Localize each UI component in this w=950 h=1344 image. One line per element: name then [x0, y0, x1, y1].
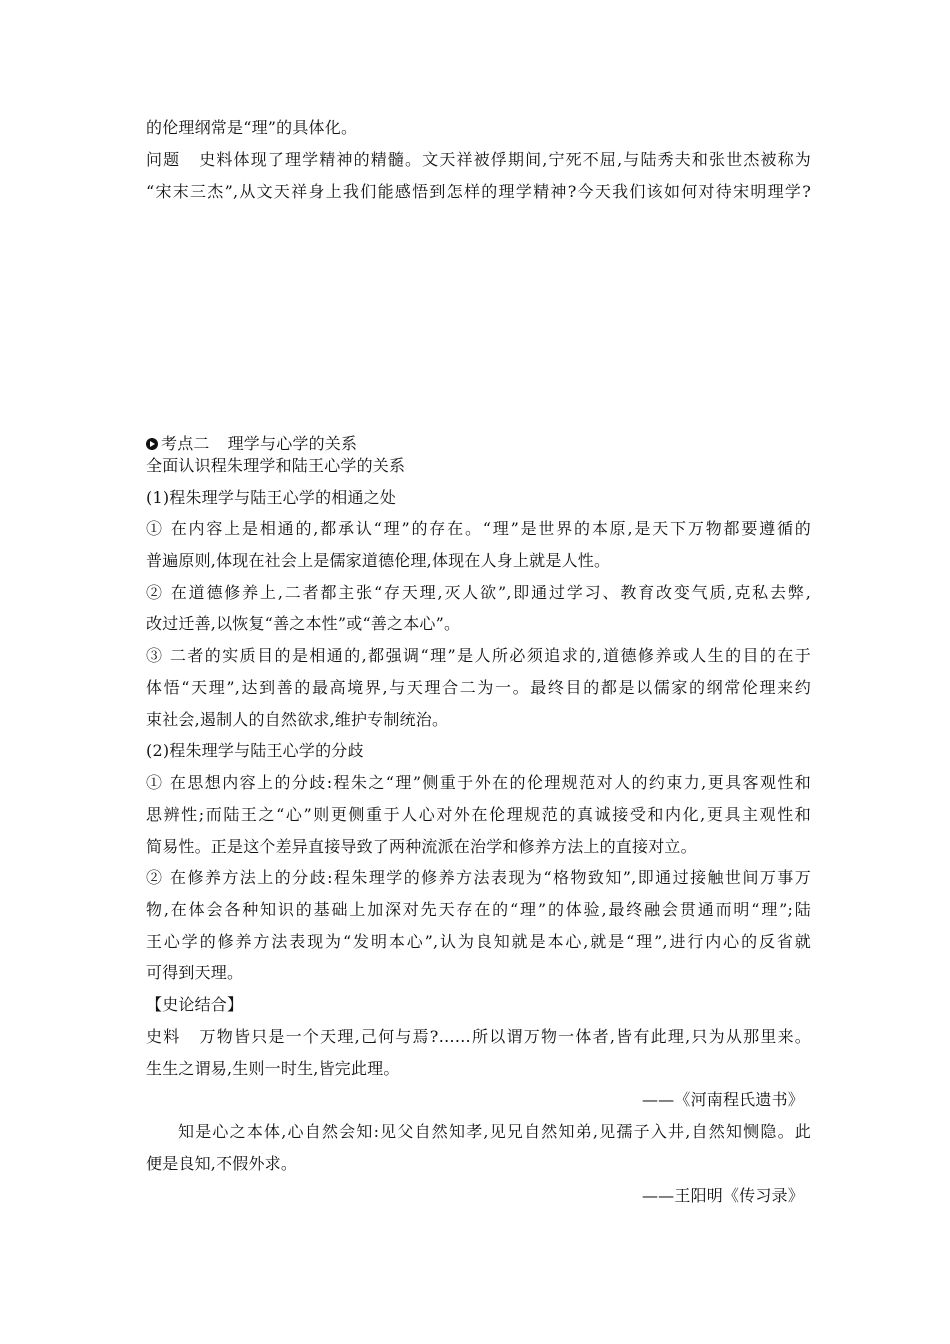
section-subtitle: 全面认识程朱理学和陆王心学的关系: [146, 456, 406, 475]
play-circle-icon: [146, 438, 158, 450]
paragraph-line: 简易性。正是这个差异直接导致了两种流派在治学和修养方法上的直接对立。: [146, 837, 697, 856]
source-label: 史料: [146, 1027, 181, 1046]
section-title: 理学与心学的关系: [227, 434, 358, 453]
paragraph-line: ② 在修养方法上的分歧:程朱理学的修养方法表现为“格物致知”,即通过接触世间万事万: [146, 868, 811, 887]
subheading: (2)程朱理学与陆王心学的分歧: [146, 741, 364, 760]
source-line: 生生之谓易,生则一时生,皆完此理。: [146, 1059, 400, 1078]
paragraph-line: 改过迁善,以恢复“善之本性”或“善之本心”。: [146, 614, 461, 633]
paragraph-line: ① 在思想内容上的分歧:程朱之“理”侧重于外在的伦理规范对人的约束力,更具客观性和: [146, 773, 811, 792]
paragraph-line: 普遍原则,体现在社会上是儒家道德伦理,体现在人身上就是人性。: [146, 551, 611, 570]
paragraph-line: 束社会,遏制人的自然欲求,维护专制统治。: [146, 710, 449, 729]
section-label: 考点二: [161, 434, 210, 453]
paragraph-line: ② 在道德修养上,二者都主张“存天理,灭人欲”,即通过学习、教育改变气质,克私去弊,: [146, 583, 811, 602]
source-line: [146, 1027, 811, 1047]
paragraph-line: 物,在体会各种知识的基础上加深对先天存在的“理”的体验,最终融会贯通而明“理”;陆: [146, 900, 811, 919]
paragraph-line: 王心学的修养方法表现为“发明本心”,认为良知就是本心,就是“理”,进行内心的反省就: [146, 932, 811, 951]
paragraph-line: ③ 二者的实质目的是相通的,都强调“理”是人所必须追求的,道德修养或人生的目的在于: [146, 646, 811, 665]
source-line: 知是心之本体,心自然会知:见父自然知孝,见兄自然知弟,见孺子入井,自然知恻隐。此: [178, 1122, 811, 1141]
source-text: 万物皆只是一个天理,己何与焉?……所以谓万物一体者,皆有此理,只为从那里来。: [198, 1027, 812, 1046]
paragraph-line: 思辨性;而陆王之“心”则更侧重于人心对外在伦理规范的真诚接受和内化,更具主观性和: [146, 805, 811, 824]
question-text: 史料体现了理学精神的精髓。文天祥被俘期间,宁死不屈,与陆秀夫和张世杰被称为: [198, 150, 812, 169]
source-citation: ——王阳明《传习录》: [641, 1186, 804, 1205]
source-line: 便是良知,不假外求。: [146, 1154, 298, 1173]
paragraph-line: ① 在内容上是相通的,都承认“理”的存在。“理”是世界的本原,是天下万物都要遵循的: [146, 519, 811, 538]
question-line: “宋末三杰”,从文天祥身上我们能感悟到怎样的理学精神?今天我们该如何对待宋明理学?: [146, 182, 811, 201]
source-citation: ——《河南程氏遗书》: [641, 1090, 804, 1109]
section-heading: [146, 434, 811, 454]
paragraph-line: 体悟“天理”,达到善的最高境界,与天理合二为一。最终目的都是以儒家的纲常伦理来约: [146, 678, 811, 697]
combine-heading: 【史论结合】: [146, 995, 244, 1014]
question-line: [146, 150, 811, 170]
subheading: (1)程朱理学与陆王心学的相通之处: [146, 488, 397, 507]
question-label: 问题: [146, 150, 181, 169]
paragraph-line: 可得到天理。: [146, 963, 244, 982]
text-line: 的伦理纲常是“理”的具体化。: [146, 118, 358, 137]
